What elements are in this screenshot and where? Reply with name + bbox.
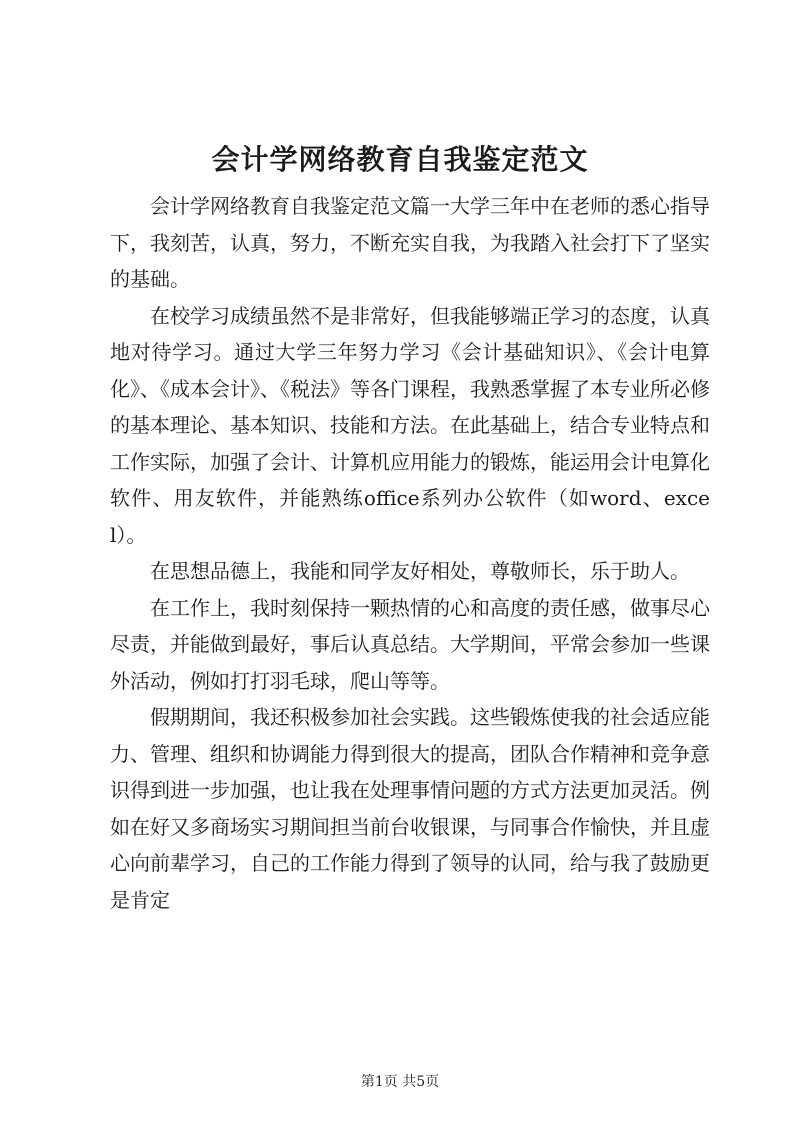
paragraph: 会计学网络教育自我鉴定范文篇一大学三年中在老师的悉心指导下，我刻苦，认真，努力，不断充实自我，为我踏入社会打下了坚实的基础。 bbox=[110, 194, 710, 291]
document-body bbox=[110, 188, 710, 918]
page-footer bbox=[0, 1072, 800, 1092]
paragraph: 假期期间，我还积极参加社会实践。这些锻炼使我的社会适应能力、管理、组织和协调能力得到很大的提高，团队合作精神和竞争意识得到进一步加强，也让我在处理事情问题的方式方法更加灵活。例如在好又多商场实习期间担当前台收银课，与同事合作愉快，并且虚心向前辈学习，自己的工作能力得到了领导的认同，给与我了鼓励更是肯定 bbox=[110, 705, 710, 912]
paragraph: 在思想品德上，我能和同学友好相处，尊敬师长，乐于助人。 bbox=[150, 559, 690, 583]
page-number-label: 第1页 共5页 bbox=[360, 1074, 440, 1090]
paragraph: 在校学习成绩虽然不是非常好，但我能够端正学习的态度，认真地对待学习。通过大学三年努力学习《会计基础知识》、《会计电算化》、《成本会计》、《税法》等各门课程，我熟悉掌握了本专业所必修的基本理论、基本知识、技能和方法。在此基础上，结合专业特点和工作实际，加强了会计、计算机应用能力的锻炼，能运用会计电算化软件、用友软件，并能熟练office系列办公软件（如word、excel）。 bbox=[110, 303, 710, 547]
paragraph: 在工作上，我时刻保持一颗热情的心和高度的责任感，做事尽心尽责，并能做到最好，事后认真总结。大学期间，平常会参加一些课外活动，例如打打羽毛球，爬山等等。 bbox=[110, 595, 710, 693]
document-title: 会计学网络教育自我鉴定范文 bbox=[211, 143, 589, 176]
